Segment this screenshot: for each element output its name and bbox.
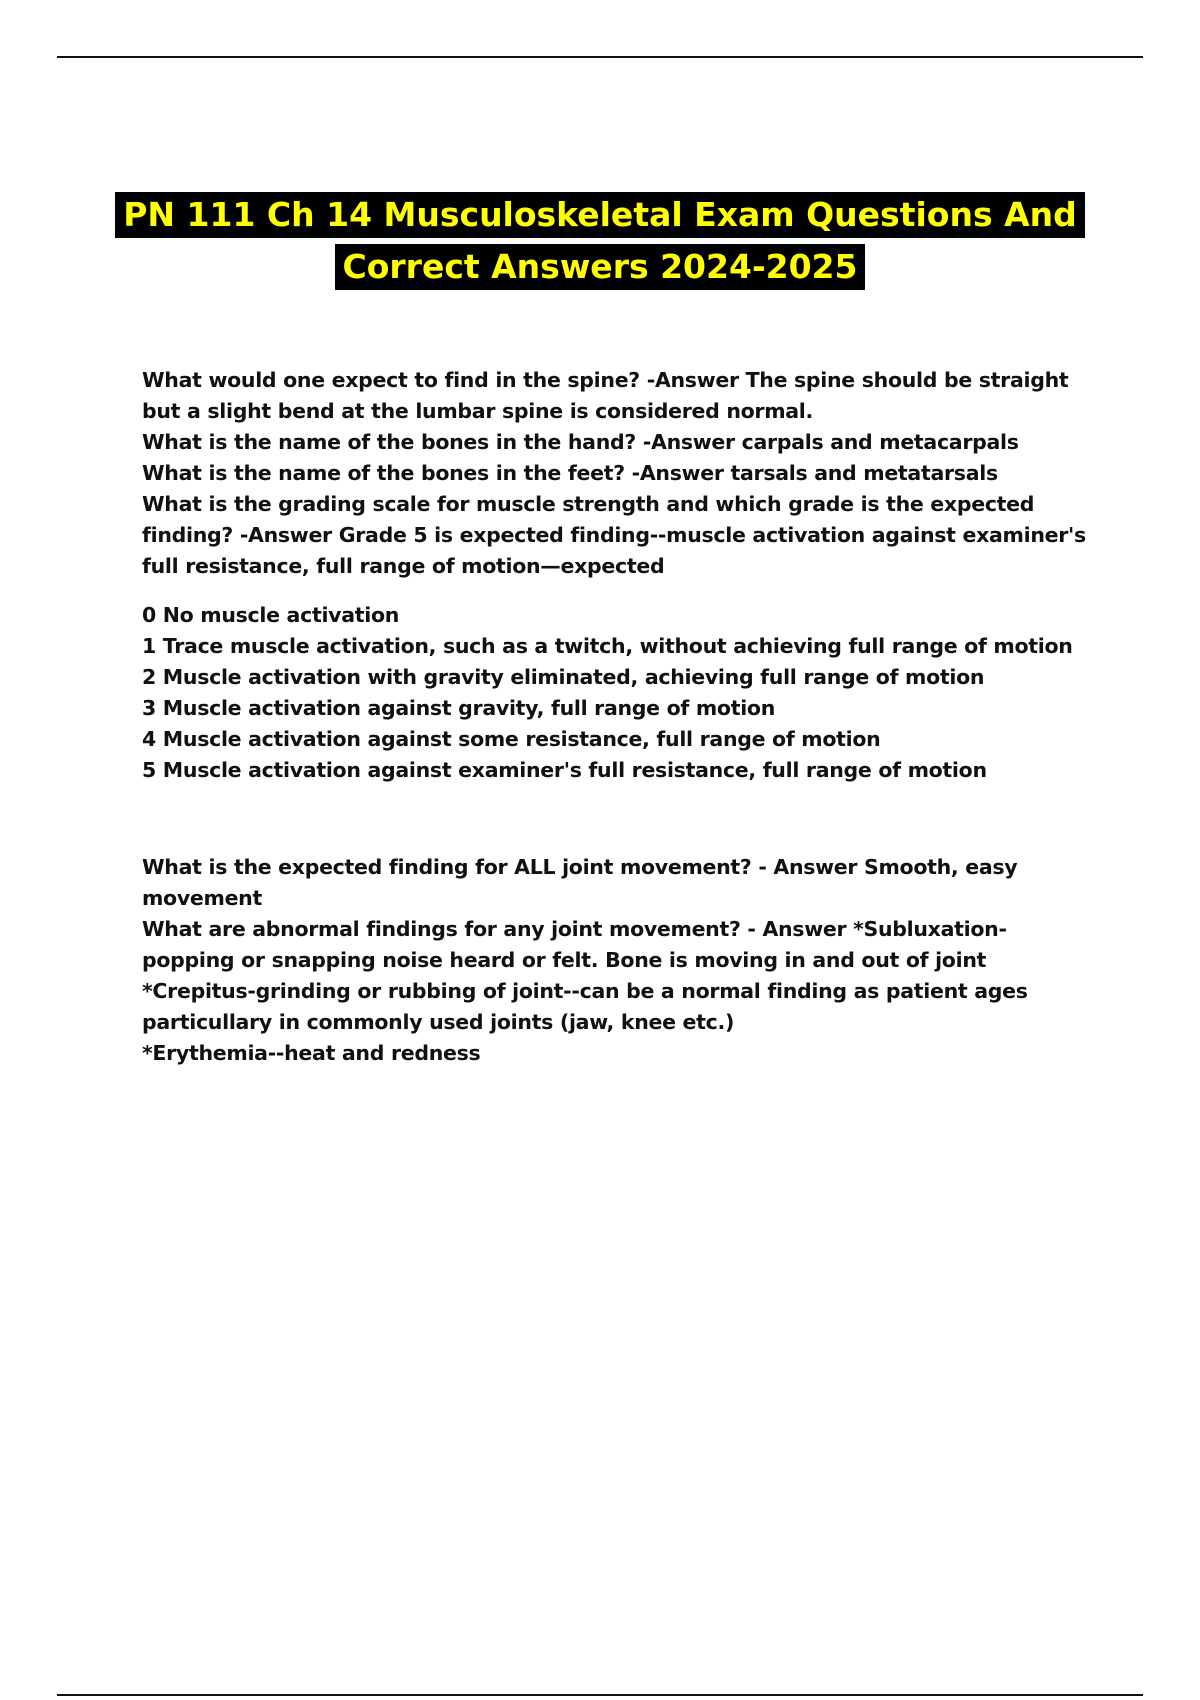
qa-abnormal-findings: What are abnormal findings for any joint movement? - Answer *Subluxation-popping or snapping noise heard or felt. Bone is moving in and out of joint bbox=[142, 917, 1007, 972]
title-line-2: Correct Answers 2024-2025 bbox=[335, 244, 866, 290]
note-crepitus: *Crepitus-grinding or rubbing of joint--can be a normal finding as patient ages particullary in commonly used joints (jaw, knee etc.) bbox=[142, 979, 1028, 1034]
document-body bbox=[142, 365, 1092, 1069]
document-title bbox=[0, 192, 1200, 290]
grade-3: 3 Muscle activation against gravity, full range of motion bbox=[142, 696, 776, 720]
grade-1: 1 Trace muscle activation, such as a twitch, without achieving full range of motion bbox=[142, 634, 1073, 658]
bottom-rule bbox=[57, 1694, 1143, 1696]
qa-hand-bones: What is the name of the bones in the hand? -Answer carpals and metacarpals bbox=[142, 430, 1019, 454]
title-line-1: PN 111 Ch 14 Musculoskeletal Exam Questions And bbox=[115, 192, 1085, 238]
grading-scale-list bbox=[142, 600, 1092, 786]
grade-5: 5 Muscle activation against examiner's full resistance, full range of motion bbox=[142, 758, 987, 782]
grade-2: 2 Muscle activation with gravity eliminated, achieving full range of motion bbox=[142, 665, 985, 689]
top-rule bbox=[57, 56, 1143, 58]
qa-feet-bones: What is the name of the bones in the feet? -Answer tarsals and metatarsals bbox=[142, 461, 998, 485]
qa-muscle-grading: What is the grading scale for muscle strength and which grade is the expected finding? -Answer Grade 5 is expected finding--muscle activation against examiner's full resistance, full range of motion—expected bbox=[142, 492, 1086, 578]
qa-spine: What would one expect to find in the spine? -Answer The spine should be straight but a slight bend at the lumbar spine is considered normal. bbox=[142, 368, 1069, 423]
grade-0: 0 No muscle activation bbox=[142, 603, 400, 627]
note-erythemia: *Erythemia--heat and redness bbox=[142, 1041, 481, 1065]
grade-4: 4 Muscle activation against some resistance, full range of motion bbox=[142, 727, 881, 751]
qa-joint-movement: What is the expected finding for ALL joint movement? - Answer Smooth, easy movement bbox=[142, 855, 1018, 910]
